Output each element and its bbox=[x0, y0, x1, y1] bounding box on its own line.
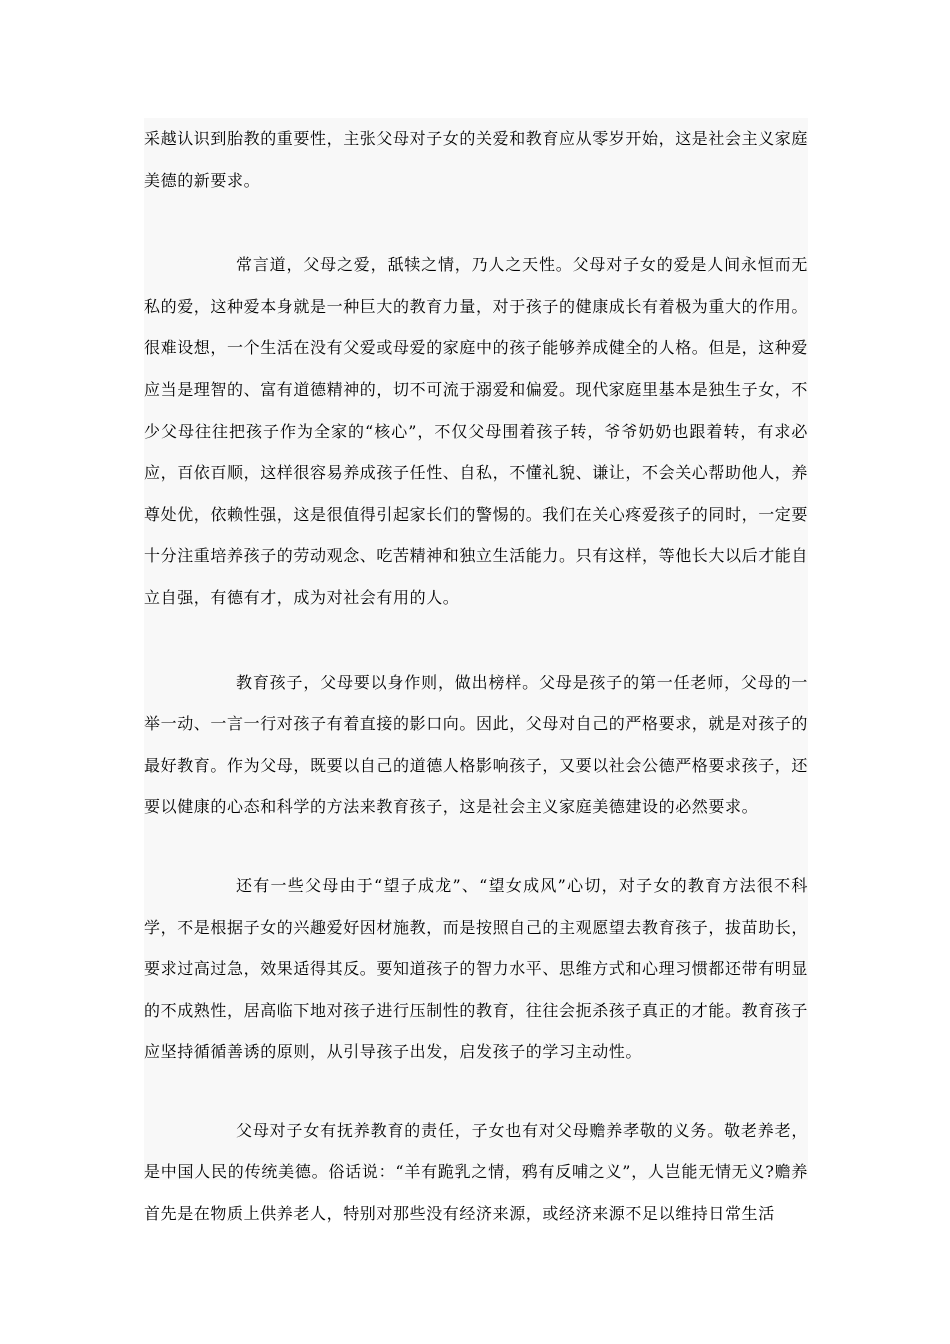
paragraph-5: 父母对子女有抚养教育的责任，子女也有对父母赡养孝敬的义务。敬老养老，是中国人民的传统美德。俗话说：“羊有跪乳之情，鸦有反哺之义”，人岂能无情无义?赡养首先是在物质上供养老人，特别对那些没有经济来源，或经济来源不足以维持日常生活 bbox=[144, 1120, 808, 1224]
paragraph-3: 教育孩子，父母要以身作则，做出榜样。父母是孩子的第一任老师，父母的一举一动、一言一行对孩子有着直接的影口向。因此，父母对自己的严格要求，就是对孩子的最好教育。作为父母，既要以自己的道德人格影响孩子，又要以社会公德严格要求孩子，还要以健康的心态和科学的方法来教育孩子，这是社会主义家庭美德建设的必然要求。 bbox=[144, 672, 809, 817]
paragraph-2: 常言道，父母之爱，舐犊之情，乃人之天性。父母对子女的爱是人间永恒而无私的爱，这种爱本身就是一种巨大的教育力量，对于孩子的健康成长有着极为重大的作用。很难设想，一个生活在没有父爱或母爱的家庭中的孩子能够养成健全的人格。但是，这种爱应当是理智的、富有道德精神的，切不可流于溺爱和偏爱。现代家庭里基本是独生子女，不少父母往往把孩子作为全家的“核心”，不仅父母围着孩子转，爷爷奶奶也跟着转，有求必应，百依百顺，这样很容易养成孩子任性、自私，不懂礼貌、谦让，不会关心帮助他人，养尊处优，依赖性强，这是很值得引起家长们的警惕的。我们在关心疼爱孩子的同时，一定要十分注重培养孩子的劳动观念、吃苦精神和独立生活能力。只有这样，等他长大以后才能自立自强，有德有才，成为对社会有用的人。 bbox=[144, 255, 809, 607]
paragraph-4: 还有一些父母由于“望子成龙”、“望女成风”心切，对子女的教育方法很不科学，不是根据子女的兴趣爱好因材施教，而是按照自己的主观愿望去教育孩子，拔苗助长，要求过高过急，效果适得其反。要知道孩子的智力水平、思维方式和心理习惯都还带有明显的不成熟性，居高临下地对孩子进行压制性的教育，往往会扼杀孩子真正的才能。教育孩子应坚持循循善诱的原则，从引导孩子出发，启发孩子的学习主动性。 bbox=[144, 875, 809, 1062]
paragraph-1: 采越认识到胎教的重要性，主张父母对子女的关爱和教育应从零岁开始，这是社会主义家庭美德的新要求。 bbox=[144, 129, 809, 190]
body-text-block bbox=[144, 118, 809, 1224]
